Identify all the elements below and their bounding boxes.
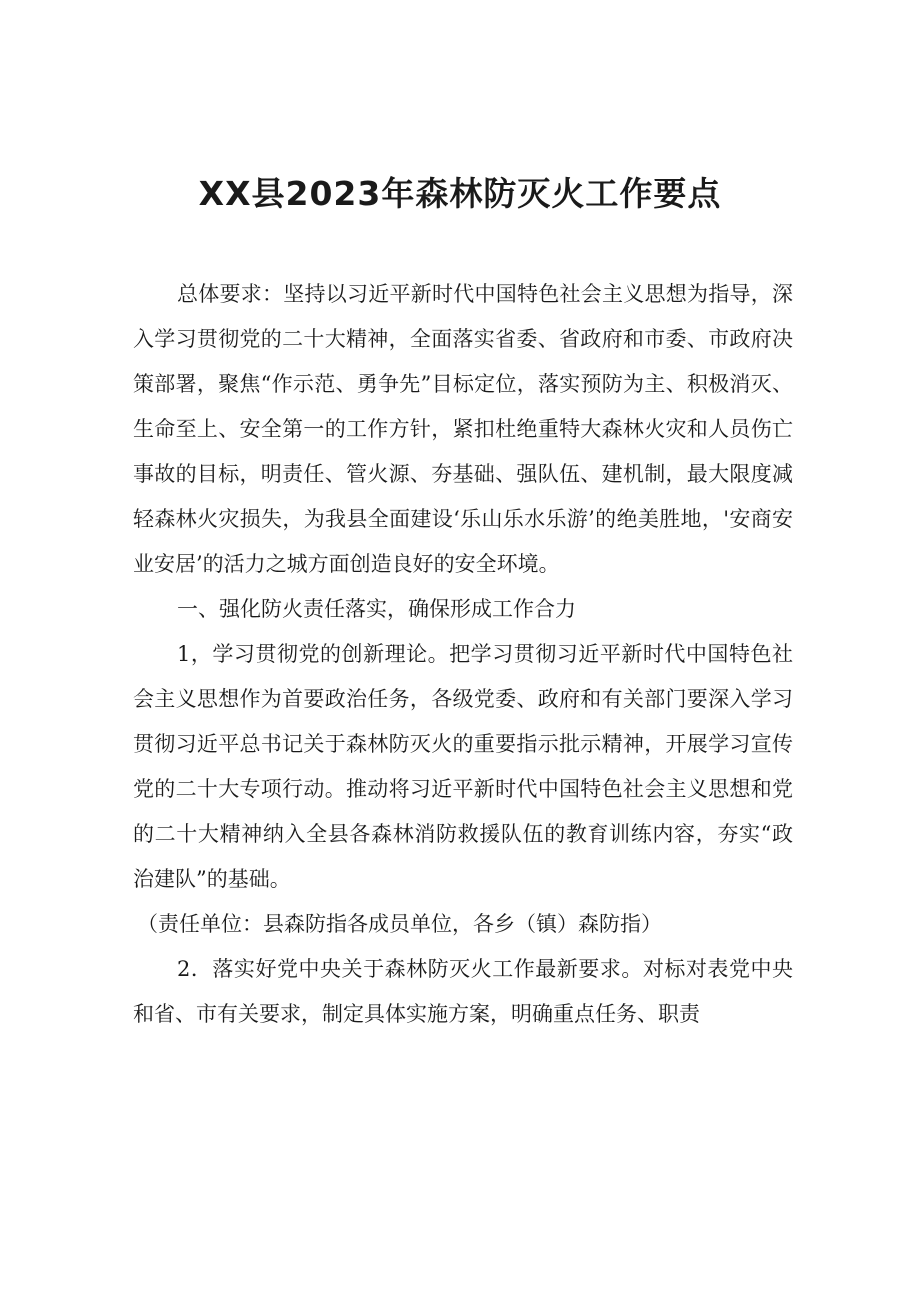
item-1-paragraph: 1，学习贯彻党的创新理论。把学习贯彻习近平新时代中国特色社会主义思想作为首要政治任务，各级党委、政府和有关部门要深入学习贯彻习近平总书记关于森林防灭火的重要指示批示精神，开展学习宣传党的二十大专项行动。推动将习近平新时代中国特色社会主义思想和党的二十大精神纳入全县各森林消防救援队伍的教育训练内容，夯实“政治建队”的基础。: [133, 642, 793, 891]
document-title: XX县2023年森林防灭火工作要点: [198, 174, 722, 213]
responsibility-note: （责任单位：县森防指各成员单位，各乡（镇）森防指）: [137, 912, 662, 936]
section-heading: 一、强化防火责任落实，确保形成工作合力: [177, 597, 576, 621]
intro-paragraph: 总体要求：坚持以习近平新时代中国特色社会主义思想为指导，深入学习贯彻党的二十大精神，全面落实省委、省政府和市委、市政府决策部署，聚焦“作示范、勇争先”目标定位，落实预防为主、积极消灭、生命至上、安全第一的工作方针，紧扣杜绝重特大森林火灾和人员伤亡事故的目标，明责任、管火源、夯基础、强队伍、建机制，最大限度减轻森林火灾损失，为我县全面建设‘乐山乐水乐游’的绝美胜地，'安商安业安居’的活力之城方面创造良好的安全环境。: [133, 282, 793, 576]
item-2-paragraph: 2．落实好党中央关于森林防灭火工作最新要求。对标对表党中央和省、市有关要求，制定具体实施方案，明确重点任务、职责: [133, 957, 793, 1026]
document-body: [133, 272, 793, 1037]
